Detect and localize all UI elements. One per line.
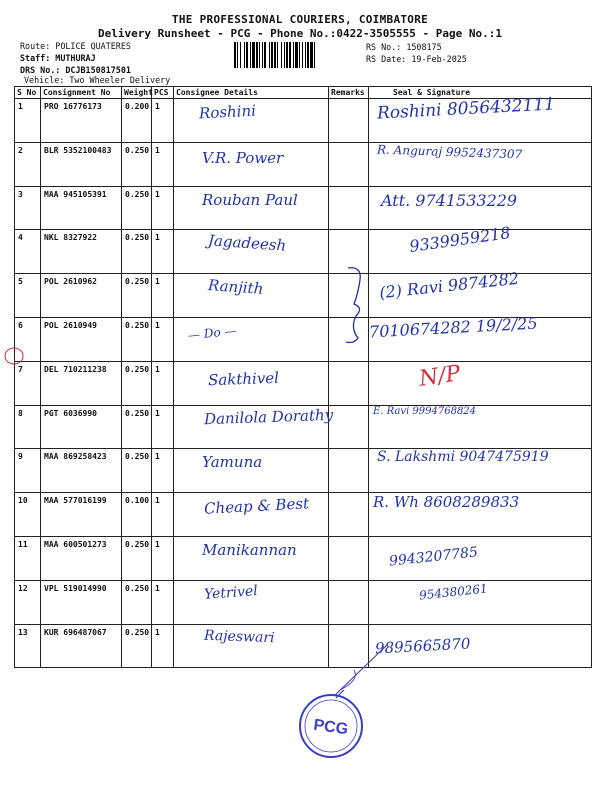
pieces-count: 1 [152, 493, 174, 537]
signature-cell [369, 624, 592, 668]
signature-cell [369, 186, 592, 230]
row-sno: 1 [15, 99, 41, 143]
signature-cell [369, 580, 592, 624]
signature-cell [369, 142, 592, 186]
consignee-cell [174, 186, 329, 230]
consignee-handwriting: Ranjith [207, 276, 264, 299]
signature-handwriting: Roshini 8056432111 [376, 94, 556, 124]
table-row [15, 99, 592, 143]
runsheet-subtitle: Delivery Runsheet - PCG - Phone No.:0422-3505555 - Page No.:1 [98, 27, 502, 40]
signature-handwriting: 9895665870 [374, 634, 471, 658]
signature-cell [369, 449, 592, 493]
consignee-handwriting: Roshini [198, 101, 257, 123]
signature-cell [369, 223, 592, 274]
consignment-number: MAA 577016199 [41, 493, 122, 537]
consignee-cell [174, 536, 329, 580]
row-sno: 11 [15, 536, 41, 580]
pieces-count: 1 [152, 99, 174, 143]
pieces-count: 1 [152, 186, 174, 230]
consignee-cell [174, 142, 329, 186]
consignment-number: NKL 8327922 [41, 230, 122, 274]
table-row [15, 624, 592, 668]
col-seal: Seal & Signature [369, 87, 592, 99]
pieces-count: 1 [152, 449, 174, 493]
consignment-number: KUR 696487067 [41, 624, 122, 668]
pieces-count: 1 [152, 142, 174, 186]
rs-date: RS Date: 19-Feb-2025 [366, 54, 467, 64]
table-row [15, 230, 592, 274]
consignee-cell [174, 449, 329, 493]
signature-handwriting: (2) Ravi 9874282 [378, 268, 520, 303]
col-consignment: Consignment No [41, 87, 122, 99]
weight-value: 0.250 [122, 361, 152, 405]
pcg-stamp [296, 690, 366, 760]
consignment-number: VPL 519014990 [41, 580, 122, 624]
row-sno: 4 [15, 230, 41, 274]
row-sno: 9 [15, 449, 41, 493]
remarks-cell [329, 580, 369, 624]
col-consignee: Consignee Details [174, 87, 329, 99]
consignee-handwriting: Rouban Paul [202, 190, 298, 209]
signature-handwriting: E. Ravi 9994768824 [373, 405, 477, 417]
signature-cell [369, 536, 592, 580]
row-sno: 3 [15, 186, 41, 230]
signature-cell [369, 493, 592, 537]
row-sno: 6 [15, 317, 41, 361]
weight-value: 0.250 [122, 317, 152, 361]
barcode [234, 42, 360, 68]
route-label: Route: POLICE QUATERES [20, 41, 131, 51]
col-pcs: PCS [152, 87, 174, 99]
remarks-cell [329, 361, 369, 405]
consignee-cell [174, 274, 329, 318]
weight-value: 0.100 [122, 493, 152, 537]
consignee-handwriting: Rajeswari [203, 627, 275, 646]
signature-cell [369, 94, 592, 143]
remarks-cell [329, 99, 369, 143]
weight-value: 0.200 [122, 99, 152, 143]
consignee-cell [174, 317, 329, 361]
signature-handwriting: R. Anguraj 9952437307 [376, 142, 523, 162]
consignee-cell [174, 405, 334, 449]
drs-number: DRS No.: DCJB150817501 [20, 65, 131, 75]
col-sno: S No [15, 87, 41, 99]
signature-cell [369, 405, 592, 449]
col-weight: Weight [122, 87, 152, 99]
runsheet-table [14, 86, 592, 668]
remarks-cell [329, 493, 369, 537]
row-sno: 13 [15, 624, 41, 668]
col-remarks: Remarks [329, 87, 369, 99]
table-row [15, 142, 592, 186]
table-row [15, 405, 592, 449]
consignee-handwriting: Yetrivel [203, 582, 259, 603]
consignment-number: DEL 710211238 [41, 361, 122, 405]
consignment-number: BLR 5352100483 [41, 142, 122, 186]
consignee-cell [174, 580, 329, 624]
consignee-cell [174, 361, 329, 405]
consignee-handwriting: Sakthivel [207, 368, 280, 390]
consignment-number: PGT 6036990 [41, 405, 122, 449]
table-row [15, 580, 592, 624]
consignee-cell [174, 230, 329, 274]
table-row [15, 493, 592, 537]
consignee-handwriting: V.R. Power [202, 148, 284, 167]
table-row [15, 536, 592, 580]
pieces-count: 1 [152, 230, 174, 274]
staff-label: Staff: MUTHURAJ [20, 53, 96, 63]
remarks-cell [329, 186, 369, 230]
consignment-number: MAA 600501273 [41, 536, 122, 580]
weight-value: 0.250 [122, 536, 152, 580]
weight-value: 0.250 [122, 142, 152, 186]
table-row [15, 274, 592, 318]
table-row [15, 449, 592, 493]
consignment-number: POL 2610962 [41, 274, 122, 318]
pieces-count: 1 [152, 274, 174, 318]
weight-value: 0.250 [122, 580, 152, 624]
remarks-cell [329, 536, 369, 580]
row-sno: 10 [15, 493, 41, 537]
pieces-count: 1 [152, 624, 174, 668]
red-mark [0, 346, 30, 380]
remarks-brace [340, 264, 380, 346]
signature-handwriting: R. Wh 8608289833 [373, 493, 520, 512]
signature-cell [368, 313, 592, 361]
consignment-number: MAA 945105391 [41, 186, 122, 230]
signature-handwriting: 9943207785 [388, 544, 479, 570]
company-name: THE PROFESSIONAL COURIERS, COIMBATORE [171, 13, 429, 26]
row-sno: 8 [15, 405, 41, 449]
weight-value: 0.250 [122, 186, 152, 230]
pieces-count: 1 [152, 536, 174, 580]
pieces-count: 1 [152, 405, 174, 449]
consignee-handwriting: Cheap & Best [203, 494, 310, 518]
consignee-cell [174, 493, 329, 537]
weight-value: 0.250 [122, 230, 152, 274]
consignee-cell [174, 624, 329, 668]
consignee-handwriting: Jagadeesh [207, 231, 287, 256]
signature-cell [369, 361, 592, 405]
weight-value: 0.250 [122, 274, 152, 318]
signature-cell [369, 268, 592, 318]
row-sno: 12 [15, 580, 41, 624]
signature-handwriting: N/P [417, 361, 463, 392]
table-row [15, 361, 592, 405]
remarks-cell [329, 405, 369, 449]
remarks-cell [329, 449, 369, 493]
signature-handwriting: 7010674282 19/2/25 [368, 313, 538, 342]
vehicle-label: Vehicle: Two Wheeler Delivery [24, 75, 171, 85]
weight-value: 0.250 [122, 449, 152, 493]
rs-number: RS No.: 1508175 [366, 42, 442, 52]
consignment-number: MAA 869258423 [41, 449, 122, 493]
stamp-signature-stroke [330, 640, 400, 700]
signature-handwriting: 954380261 [418, 581, 489, 603]
consignee-handwriting: — Do — [187, 323, 238, 343]
consignee-cell [174, 99, 329, 143]
table-row [15, 317, 592, 361]
remarks-cell [329, 142, 369, 186]
signature-handwriting: Att. 9741533229 [381, 190, 518, 210]
consignee-handwriting: Manikannan [202, 540, 297, 559]
weight-value: 0.250 [122, 405, 152, 449]
consignee-handwriting: Danilola Dorathy [203, 405, 334, 428]
row-sno: 7 [15, 361, 41, 405]
consignment-number: PRO 16776173 [41, 99, 122, 143]
signature-handwriting: S. Lakshmi 9047475919 [377, 449, 549, 466]
row-sno: 2 [15, 142, 41, 186]
pieces-count: 1 [152, 317, 174, 361]
weight-value: 0.250 [122, 624, 152, 668]
pieces-count: 1 [152, 580, 174, 624]
stamp-text: PCG [312, 716, 350, 739]
signature-handwriting: 9339959218 [408, 223, 512, 257]
consignment-number: POL 2610949 [41, 317, 122, 361]
pieces-count: 1 [152, 361, 174, 405]
row-sno: 5 [15, 274, 41, 318]
consignee-handwriting: Yamuna [202, 453, 263, 472]
